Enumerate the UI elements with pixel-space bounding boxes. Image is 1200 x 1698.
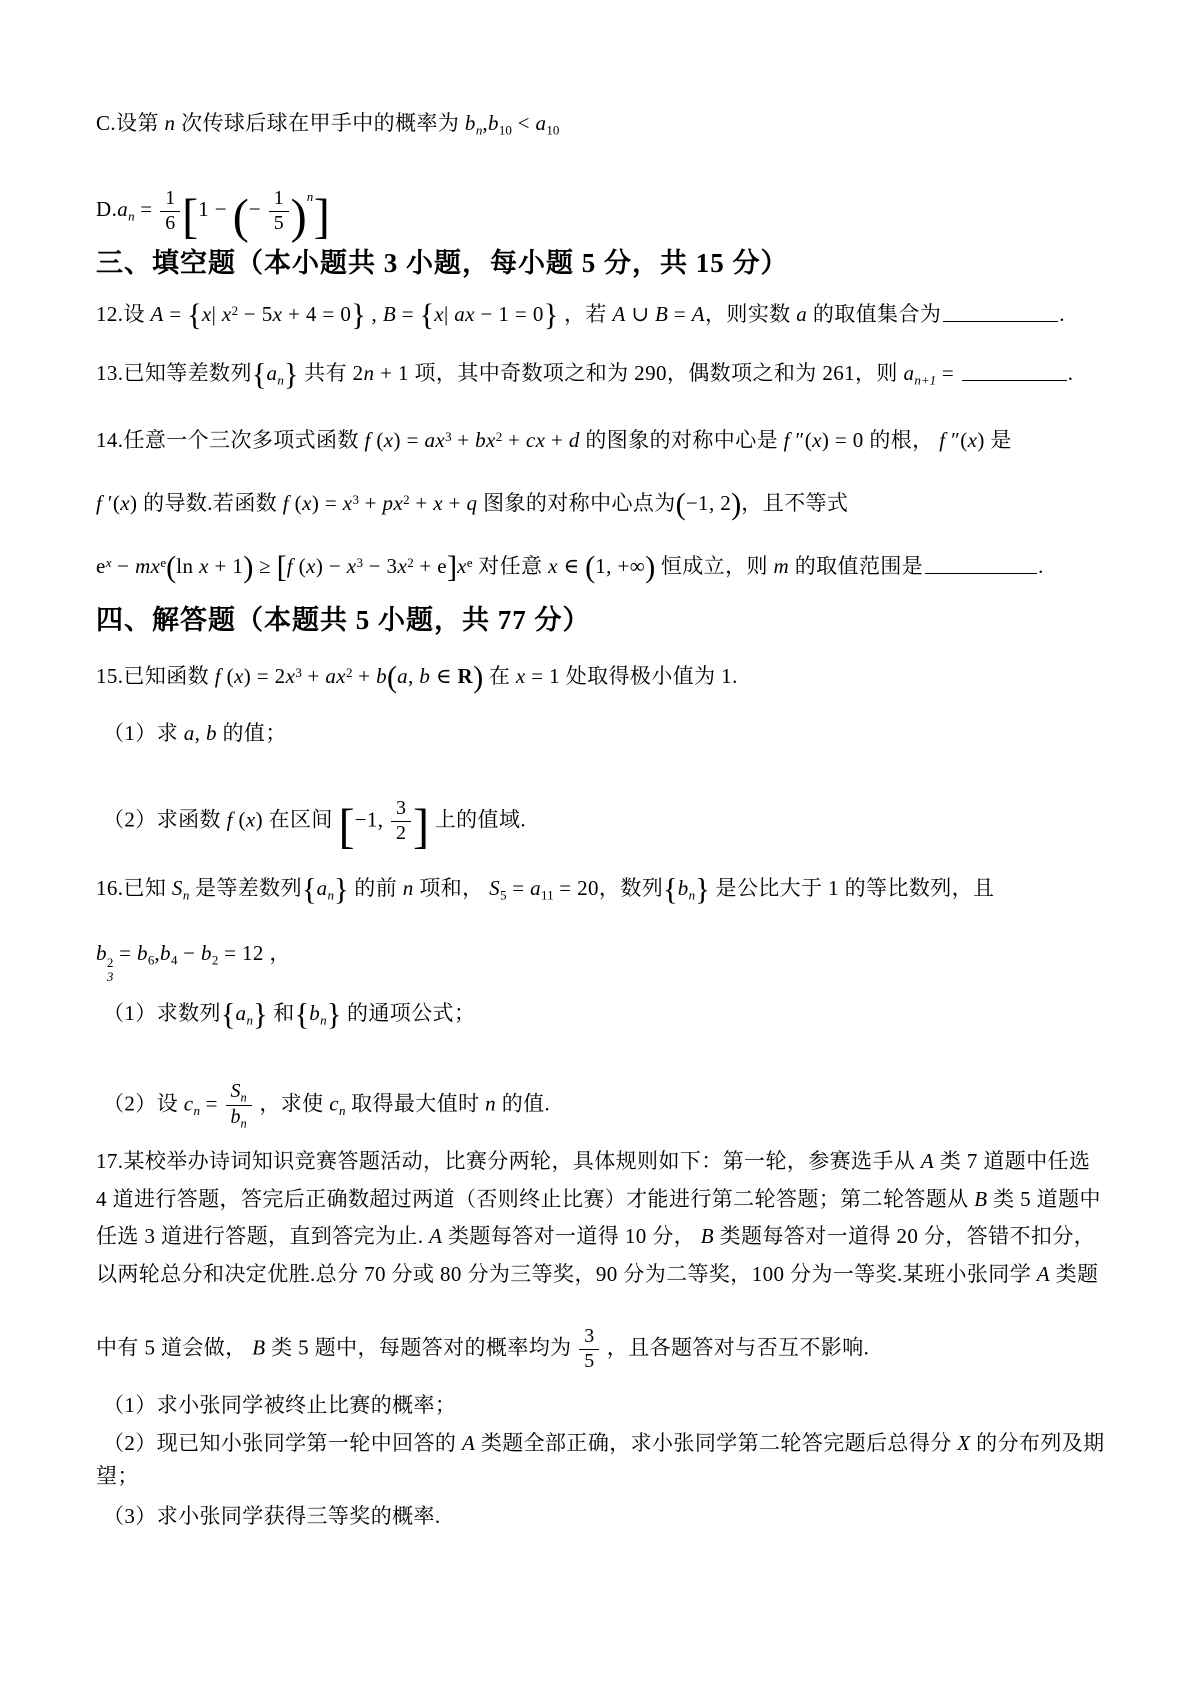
question-14-line-2: f ′(x) 的导数.若函数 f $(x) = x^3 + px^2 + x + q$ 图象的对称中心点为(−1, 2)，且不等式 [96,487,849,522]
question-14-line-3: $e^x - mx^e(\ln$ x + 1) ≥ [f $(x) - x^3 - 3x^2 + e]x^e$ 对任意 x ∈ (1, +∞) 恒成立，则 m 的取值范围是 . [96,550,1044,585]
question-15: 15.已知函数 f $(x) = 2x^3 + ax^2 + b(a$, b ∈ R) 在 x = 1 处取得极小值为 1. [96,660,738,695]
question-12: 12.设 A = {x| $x^2 - 5x + 4 = 0$} , B = {x| ax − 1 = 0} ，若 A ∪ B = A，则实数 a 的取值集合为 . [96,298,1065,333]
question-17-part-2-cont: 望； [96,1464,139,1488]
question-16-part-1: （1）求数列$\{a_n\}$ 和$\{b_n\}$ 的通项公式； [103,997,476,1032]
section-3-heading: 三、填空题（本小题共 3 小题，每小题 5 分，共 15 分） [96,248,789,278]
question-17-line-5: 中有 5 道会做， B 类 5 题中，每题答对的概率均为 $\frac{3}{5}$ ，且各题答对与否互不影响. [96,1325,870,1372]
question-17-part-1: （1）求小张同学被终止比赛的概率； [103,1393,457,1417]
question-16-line-1: 16.已知 $S_n$ 是等差数列$\{a_n\}$ 的前 n 项和， $S_5 = a_{11} = 20$，数列$\{b_n\}$ 是公比大于 1 的等比数列，且 [96,872,995,907]
question-17-line-1: 17.某校举办诗词知识竞赛答题活动，比赛分两轮，具体规则如下：第一轮，参赛选手从 A 类 7 道题中任选 [96,1149,1091,1173]
option-c: C.设第 n 次传球后球在甲手中的概率为 $b_n,b_{10} < a_{10}$ [96,111,560,138]
question-16-part-2: （2）设 $c_n$ = $\frac{S_n}{b_n}$ ，求使 $c_n$ 取得最大值时 n 的值. [103,1080,551,1131]
question-15-part-2: （2）求函数 f (x) 在区间 [−1, $\frac{3}{2}$ ] 上的值域. [103,797,527,854]
question-16-line-2: b 2 3 = $b_6,b_4 - b_2 = 12$ ， [96,941,291,985]
option-d: $D.a_n$ = $\frac{1}{6}$ [1 − (− $\frac{1}{5}$ )$^n$] [96,186,330,244]
question-15-part-1: （1）求 a, b 的值； [103,721,287,745]
question-17-part-3: （3）求小张同学获得三等奖的概率. [103,1504,441,1528]
question-17-part-2: （2）现已知小张同学第一轮中回答的 A 类题全部正确，求小张同学第二轮答完题后总得分 X 的分布列及期 [103,1431,1105,1455]
question-14-line-1: 14.任意一个三次多项式函数 f $(x) = ax^3 + bx^2$ + cx + d 的图象的对称中心是 f ″(x) = 0 的根， f ″(x) 是 [96,427,1012,452]
question-17-line-3: 任选 3 道进行答题，直到答完为止. A 类题每答对一道得 10 分， B 类题每答对一道得 20 分，答错不扣分， [96,1224,1096,1248]
question-17-line-2: 4 道进行答题，答完后正确数超过两道（否则终止比赛）才能进行第二轮答题；第二轮答题从 B 类 5 道题中 [96,1187,1101,1211]
section-4-heading: 四、解答题（本题共 5 小题，共 77 分） [96,605,591,635]
question-17-line-4: 以两轮总分和决定优胜.总分 70 分或 80 分为三等奖，90 分为二等奖，100 分为一等奖.某班小张同学 A 类题 [96,1262,1099,1286]
question-13: 13.已知等差数列$\{a_n\}$ 共有 2n + 1 项，其中奇数项之和为 290，偶数项之和为 261，则 $a_{n+1}$ = . [96,357,1074,392]
